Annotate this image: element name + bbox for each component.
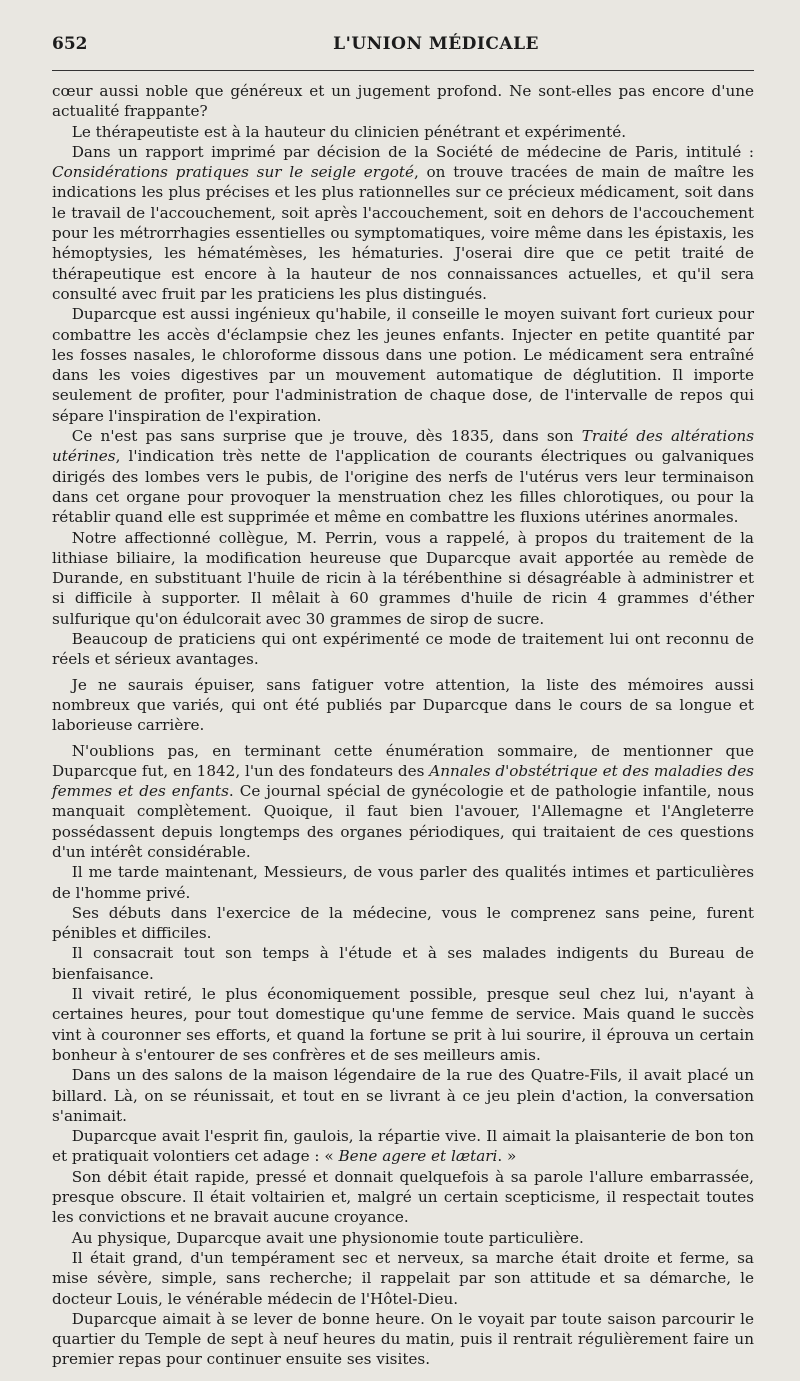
page-number: 652: [52, 34, 88, 54]
paragraph: Il vivait retiré, le plus économiquement possible, presque seul chez lui, n'ayant à certaines heures, pour tout domestique qu'une femme de service. Mais quand le succès vint à couronner ses efforts, et quand la fortune se prit à lui sourire, il éprouva un certain bonheur à s'entourer de ses confrères et de ses meilleurs amis.: [52, 985, 754, 1064]
paragraph: Ce n'est pas sans surprise que je trouve, dès 1835, dans son Traité des altérations utérines, l'indication très nette de l'application de courants électriques ou galvaniques dirigés des lombes vers le pubis, de l'origine des nerfs de l'utérus vers leur terminaison dans cet organe pour provoquer la menstruation chez les filles chlorotiques, ou pour la rétablir quand elle est supprimée et même en combattre les fluxions utérines anormales.: [52, 427, 754, 527]
paragraph: Il était grand, d'un tempérament sec et nerveux, sa marche était droite et ferme, sa mise sévère, simple, sans recherche; il rappelait par son attitude et sa démarche, le docteur Louis, le vénérable médecin de l'Hôtel-Dieu.: [52, 1248, 754, 1308]
title-reference: Considérations pratiques sur le seigle ergoté: [52, 163, 414, 182]
paragraph: Dans un rapport imprimé par décision de la Société de médecine de Paris, intitulé : Considérations pratiques sur le seigle ergoté, on trouve tracées de main de maître les indications les plus précises et les plus rationnelles sur ce précieux médicament, soit dans le travail de l'accouchement, soit après l'accouchement, soit en dehors de l'accouchement pour les métrorrhagies essentielles ou symptomatiques, voire même dans les épistaxis, les hémoptysies, les hématémèses, les hématuries. J'oserai dire que ce petit traité de thérapeutique est encore à la hauteur de nos connaissances actuelles, et qu'il sera consulté avec fruit par les praticiens les plus distingués.: [52, 142, 754, 303]
paragraph: Son débit était rapide, pressé et donnait quelquefois à sa parole l'allure embarrassée, presque obscure. Il était voltairien et, malgré un certain scepticisme, il respectait toutes les convictions et ne bravait aucune croyance.: [52, 1167, 754, 1227]
paragraph: cœur aussi noble que généreux et un jugement profond. Ne sont-elles pas encore d'une actualité frappante?: [52, 82, 754, 121]
paragraph: Duparcque est aussi ingénieux qu'habile, il conseille le moyen suivant fort curieux pour combattre les accès d'éclampsie chez les jeunes enfants. Injecter en petite quantité par les fosses nasales, le chloroforme dissous dans une potion. Le médicament sera entraîné dans les voies digestives par un mouvement automatique de déglutition. Il importe seulement de profiter, pour l'administration de chaque dose, de l'intervalle de repos qui sépare l'inspiration de l'expiration.: [52, 305, 754, 425]
paragraph: Ses débuts dans l'exercice de la médecine, vous le comprenez sans peine, furent pénibles et difficiles.: [52, 903, 754, 943]
paragraph: Beaucoup de praticiens qui ont expérimenté ce mode de traitement lui ont reconnu de réels et sérieux avantages.: [52, 630, 754, 669]
article-body: [52, 81, 754, 1370]
paragraph: Il consacrait tout son temps à l'étude et à ses malades indigents du Bureau de bienfaisance.: [52, 944, 754, 983]
paragraph: Duparcque avait l'esprit fin, gaulois, la répartie vive. Il aimait la plaisanterie de bon ton et pratiquait volontiers cet adage : « Bene agere et lætari. »: [52, 1127, 754, 1166]
paragraph: Dans un des salons de la maison légendaire de la rue des Quatre-Fils, il avait placé un billard. Là, on se réunissait, et tout en se livrant à ce jeu plein d'action, la conversation s'animait.: [52, 1066, 754, 1125]
paragraph: Duparcque aimait à se lever de bonne heure. On le voyait par toute saison parcourir le quartier du Temple de sept à neuf heures du matin, puis il rentrait régulièrement faire un premier repas pour continuer ensuite ses visites.: [52, 1309, 754, 1369]
title-reference: Annales d'obstétrique et des maladies des femmes et des enfants: [52, 761, 754, 801]
running-header: [52, 34, 754, 62]
paragraph: Au physique, Duparcque avait une physionomie toute particulière.: [71, 1228, 584, 1247]
paragraph: Il me tarde maintenant, Messieurs, de vous parler des qualités intimes et particulières de l'homme privé.: [52, 863, 754, 902]
latin-quote: Bene agere et lætari: [338, 1147, 498, 1166]
paragraph: N'oublions pas, en terminant cette énumération sommaire, de mentionner que Duparcque fut, en 1842, l'un des fondateurs des Annales d'obstétrique et des maladies des femmes et des enfants. Ce journal spécial de gynécologie et de pathologie infantile, nous manquait complètement. Quoique, il faut bien l'avouer, l'Allemagne et l'Angleterre possédassent depuis longtemps des organes périodiques, qui traitaient de ces questions d'un intérêt considérable.: [52, 741, 754, 861]
header-rule: [52, 70, 754, 71]
paragraph: Je ne saurais épuiser, sans fatiguer votre attention, la liste des mémoires aussi nombreux que variés, qui ont été publiés par Duparcque dans le cours de sa longue et laborieuse carrière.: [52, 675, 754, 735]
title-reference: Traité des altérations utérines: [52, 427, 754, 466]
paragraph: Le thérapeutiste est à la hauteur du clinicien pénétrant et expérimenté.: [71, 122, 627, 141]
journal-title: L'UNION MÉDICALE: [333, 34, 539, 54]
paragraph: Notre affectionné collègue, M. Perrin, vous a rappelé, à propos du traitement de la lithiase biliaire, la modification heureuse que Duparcque avait apportée au remède de Durande, en substituant l'huile de ricin à la térébenthine si désagréable à administrer et si difficile à supporter. Il mêlait à 60 grammes d'huile de ricin 4 grammes d'éther sulfurique qu'on édulcorait avec 30 grammes de sirop de sucre.: [52, 528, 754, 628]
